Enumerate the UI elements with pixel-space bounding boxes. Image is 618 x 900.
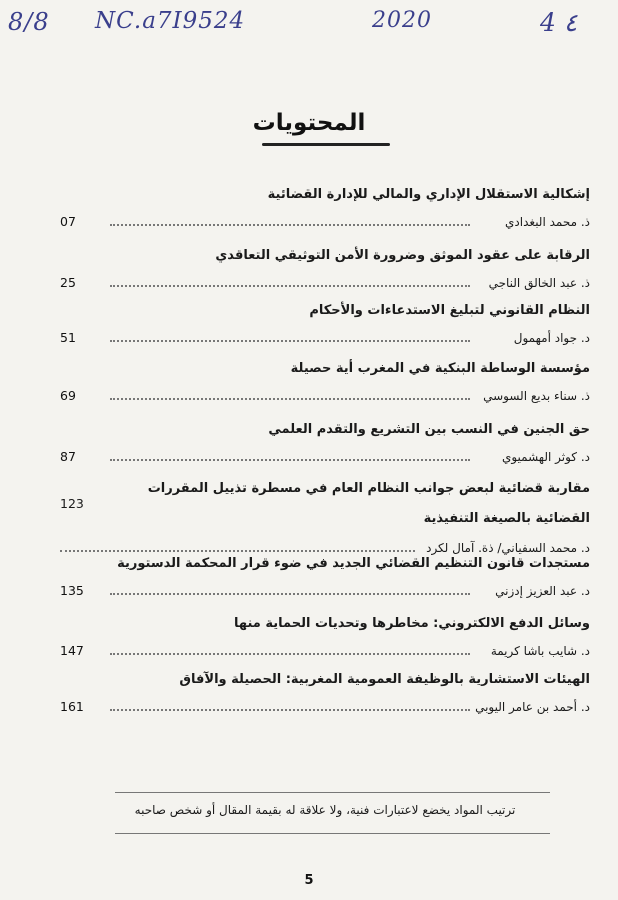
- entry-page: 147: [60, 643, 84, 658]
- entry-line: [60, 581, 590, 603]
- entry-author: د. كوثر الهشميوي: [499, 447, 590, 467]
- entry-author: ذ. عبد الخالق الناجي: [486, 273, 590, 293]
- entry-title: حق الجنين في النسب بين التشريع والتقدم العلمي: [268, 422, 590, 437]
- toc-entry[interactable]: [60, 182, 590, 234]
- entry-line: [60, 447, 590, 469]
- entry-author: ذ. محمد البغدادي: [502, 212, 590, 232]
- toc-entry[interactable]: [60, 474, 590, 560]
- entry-title: مقاربة قضائية لبعض جوانب النظام العام في مسطرة تذييل المقررات القضائية بالصيغة التنفيذية: [147, 481, 590, 526]
- entry-title: الرقابة على عقود الموثق وضرورة الأمن التوثيقي التعاقدي: [215, 248, 590, 263]
- entry-page: 123: [60, 496, 84, 511]
- entry-page: 69: [60, 388, 76, 403]
- entry-line: [60, 328, 590, 350]
- entry-author: د. عبد العزيز إدزني: [492, 581, 590, 601]
- entry-page: 161: [60, 699, 84, 714]
- entry-page: 87: [60, 449, 76, 464]
- entry-line: [60, 273, 590, 295]
- handwritten-volume: 4 ٤: [540, 8, 578, 37]
- dot-leader: [110, 398, 470, 400]
- toc-entry[interactable]: [60, 298, 590, 350]
- entry-line: [60, 212, 590, 234]
- handwritten-ratio: 8/8: [8, 8, 50, 36]
- entry-author: د. شايب باشا كريمة: [488, 641, 590, 661]
- toc-entry[interactable]: [60, 667, 590, 719]
- entry-author: د. جواد أمهمول: [511, 328, 590, 348]
- entry-line: [60, 386, 590, 408]
- dot-leader: [110, 593, 470, 595]
- entry-page: 135: [60, 583, 84, 598]
- dot-leader: [110, 459, 470, 461]
- dot-leader: [110, 224, 470, 226]
- entry-author: د. محمد السفياني/ ذة. آمال لكرد: [423, 538, 590, 558]
- entry-page: 51: [60, 330, 76, 345]
- entry-title: الهيئات الاستشارية بالوظيفة العمومية المغربية: الحصيلة والآفاق: [179, 672, 590, 687]
- page-number: 5: [304, 873, 314, 888]
- entry-page: 25: [60, 275, 76, 290]
- title-underline: [262, 143, 390, 146]
- entry-page: 07: [60, 214, 76, 229]
- entry-title: إشكالية الاستقلال الإداري والمالي للإدارة القضائية: [267, 187, 590, 202]
- entry-author: د. أحمد بن عامر اليوبي: [472, 697, 590, 717]
- dot-leader: [110, 653, 470, 655]
- toc-entry[interactable]: [60, 417, 590, 469]
- entry-author: ذ. سناء بديع السوسي: [480, 386, 590, 406]
- entry-title: وسائل الدفع الالكتروني: مخاطرها وتحديات الحماية منها: [234, 616, 590, 631]
- entry-line: [60, 641, 590, 663]
- entry-line: [60, 697, 590, 719]
- dot-leader: [110, 340, 470, 342]
- handwritten-code: NC.a7I9524: [95, 8, 246, 34]
- entry-title: مؤسسة الوساطة البنكية في المغرب أية حصيلة: [290, 361, 590, 376]
- toc-entry[interactable]: [60, 243, 590, 295]
- entry-title: مستجدات قانون التنظيم القضائي الجديد في ضوء قرار المحكمة الدستورية: [117, 556, 590, 571]
- toc-entry[interactable]: [60, 356, 590, 408]
- note-bottom-rule: [115, 833, 550, 834]
- toc-entry[interactable]: [60, 551, 590, 603]
- page-title: المحتويات: [252, 110, 366, 136]
- note-top-rule: [115, 792, 550, 793]
- dot-leader: [110, 709, 470, 711]
- toc-entry[interactable]: [60, 611, 590, 663]
- handwritten-year: 2020: [372, 8, 432, 33]
- dot-leader: [110, 285, 470, 287]
- entry-title: النظام القانوني لتبليغ الاستدعاءات والأحكام: [309, 303, 590, 318]
- editorial-note: ترتيب المواد يخضع لاعتبارات فنية، ولا علاقة له بقيمة المقال أو شخص صاحبه: [134, 803, 516, 817]
